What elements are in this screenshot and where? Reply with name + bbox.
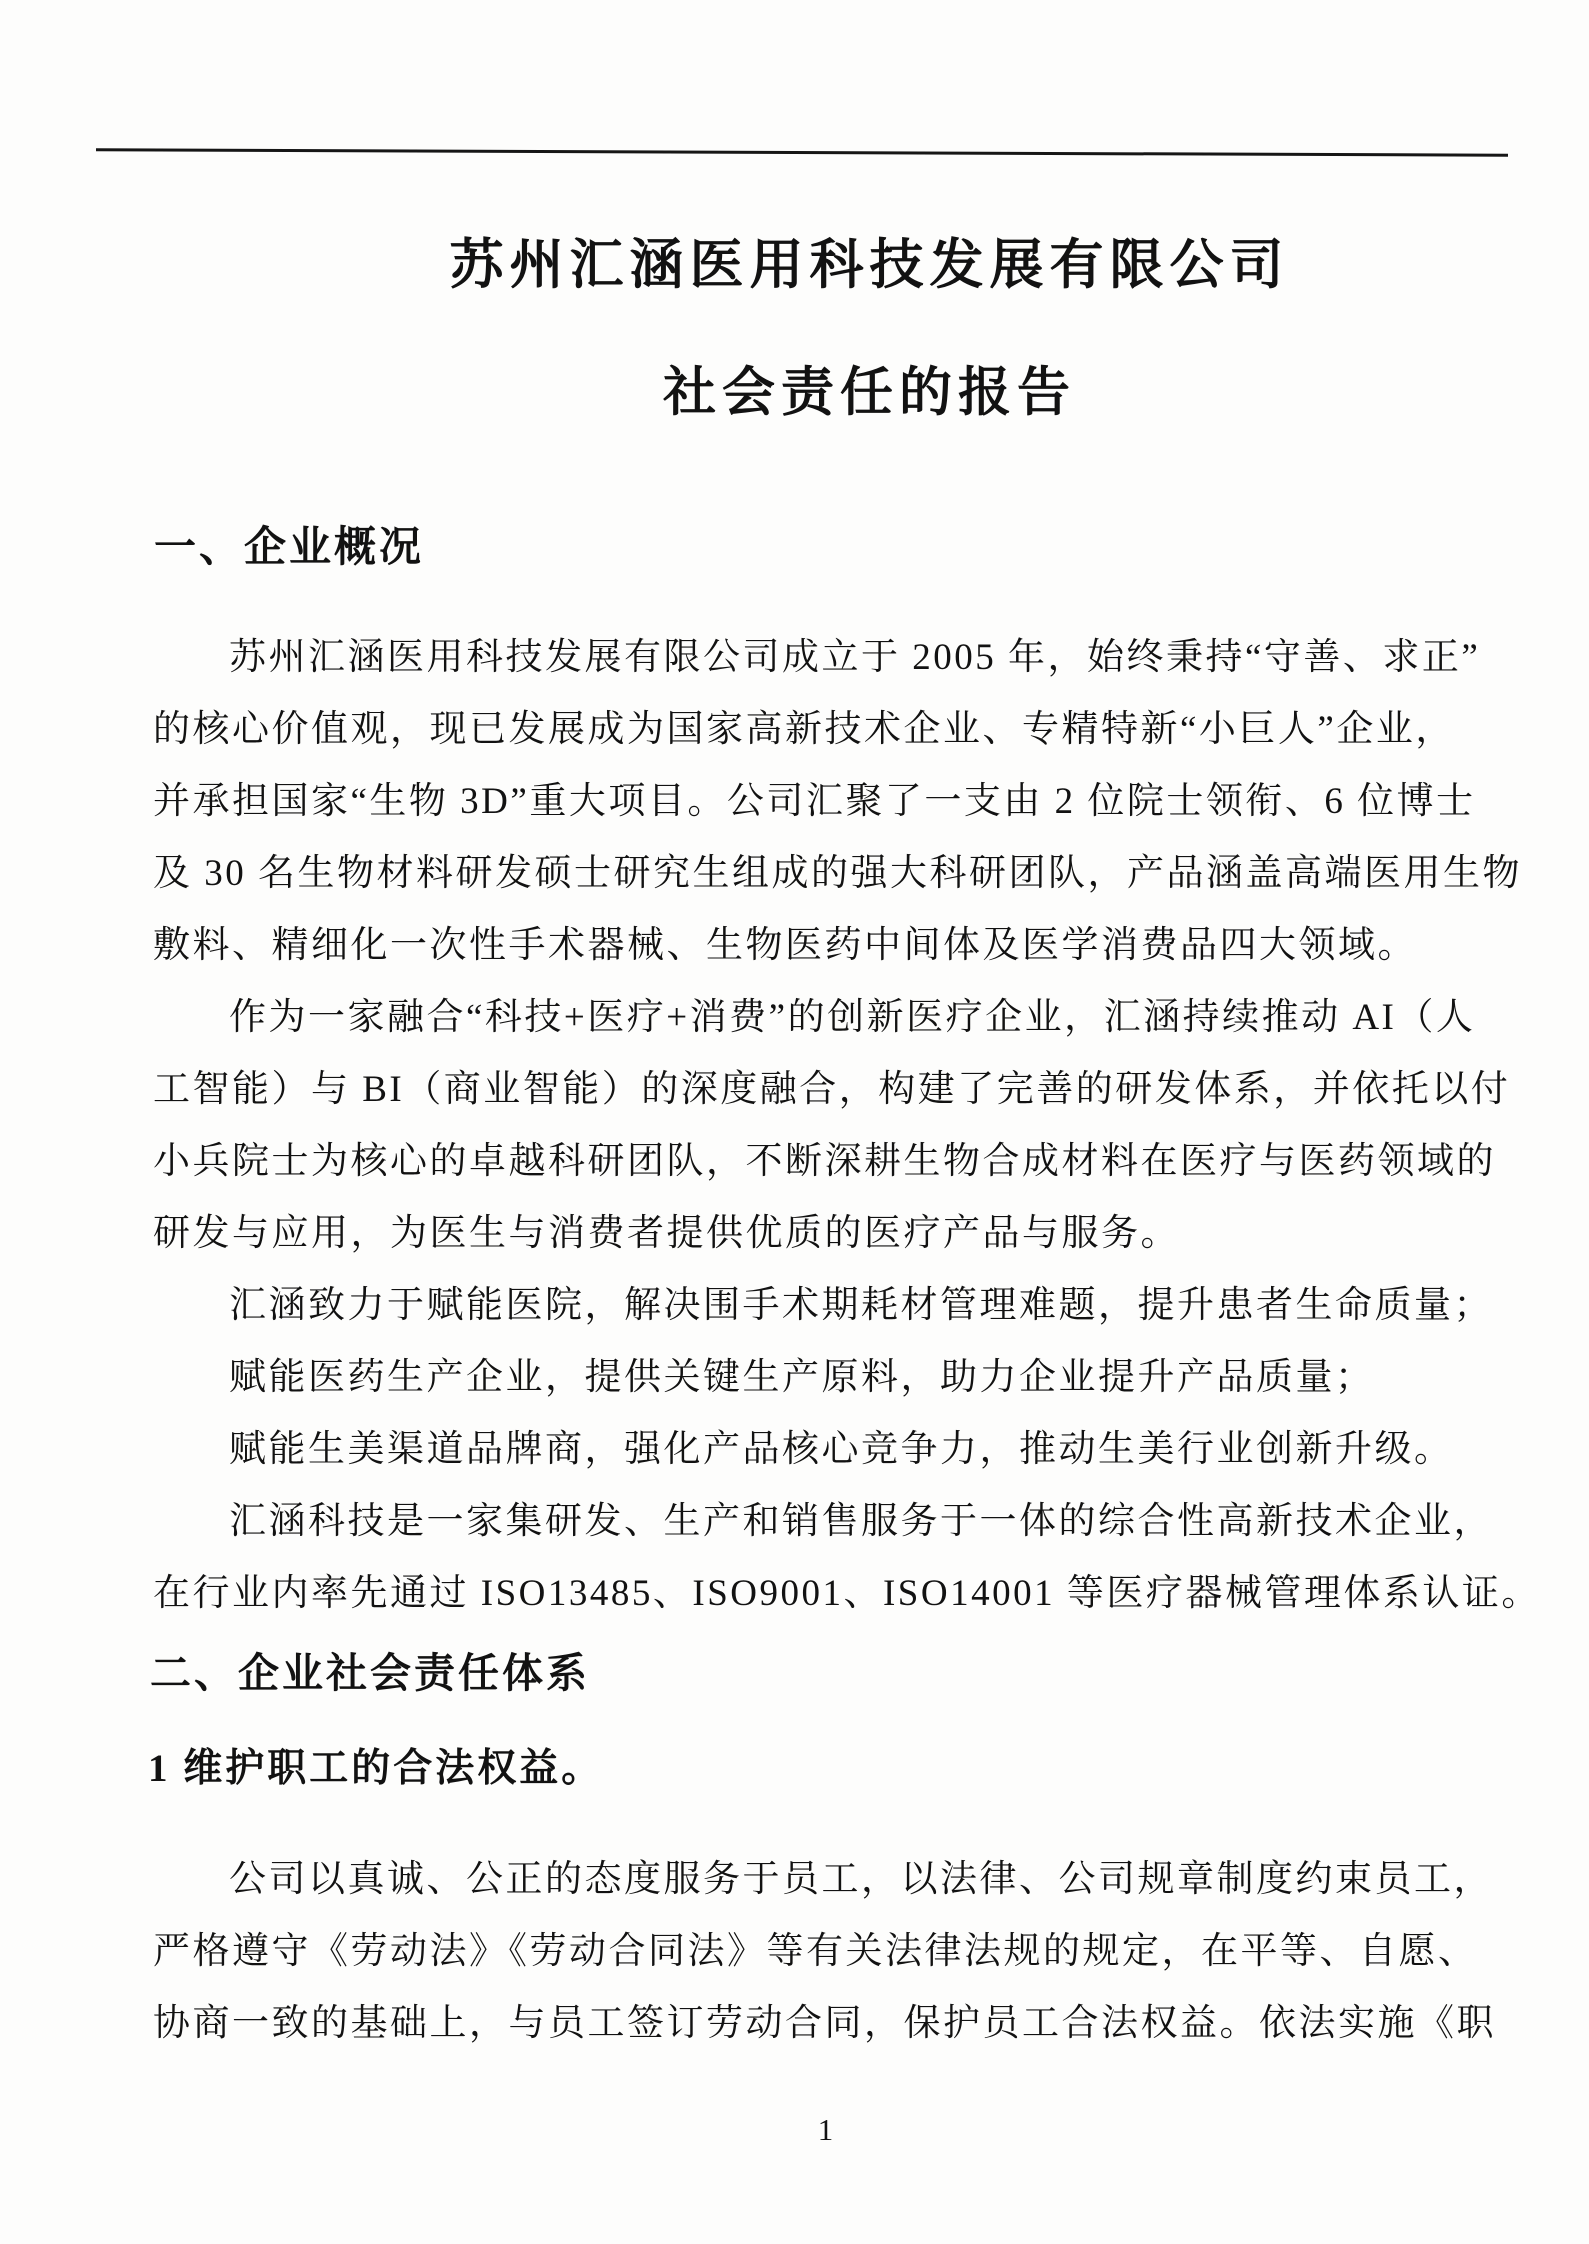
paragraph-line: 严格遵守《劳动法》《劳动合同法》等有关法律法规的规定，在平等、自愿、 — [153, 1931, 1478, 1972]
section-heading-csr-system: 二、企业社会责任体系 — [150, 1650, 590, 1696]
document-subtitle: 社会责任的报告 — [663, 364, 1076, 422]
paragraph-line: 在行业内率先通过 ISO13485、ISO9001、ISO14001 等医疗器械管理体系认证。 — [153, 1573, 1541, 1614]
paragraph-line: 汇涵科技是一家集研发、生产和销售服务于一体的综合性高新技术企业， — [229, 1501, 1493, 1542]
paragraph-line: 苏州汇涵医用科技发展有限公司成立于 2005 年，始终秉持“守善、求正” — [229, 637, 1481, 678]
paragraph-line: 敷料、精细化一次性手术器械、生物医药中间体及医学消费品四大领域。 — [153, 925, 1417, 966]
section-company-overview-body — [153, 622, 1543, 1630]
paragraph-line: 的核心价值观，现已发展成为国家高新技术企业、专精特新“小巨人”企业， — [153, 709, 1455, 750]
document-title: 苏州汇涵医用科技发展有限公司 — [449, 235, 1290, 295]
paragraph-line: 公司以真诚、公正的态度服务于员工，以法律、公司规章制度约束员工， — [229, 1859, 1493, 1900]
paragraph-line: 及 30 名生物材料研发硕士研究生组成的强大科研团队，产品涵盖高端医用生物 — [153, 853, 1522, 894]
subsection-heading-employee-rights: 1 维护职工的合法权益。 — [148, 1747, 604, 1790]
header-rule-line — [96, 148, 1508, 156]
paragraph-line: 小兵院士为核心的卓越科研团队，不断深耕生物合成材料在医疗与医药领域的 — [153, 1141, 1496, 1182]
paragraph-line: 工智能）与 BI（商业智能）的深度融合，构建了完善的研发体系，并依托以付 — [153, 1069, 1511, 1110]
section-heading-company-overview: 一、企业概况 — [154, 525, 425, 571]
paragraph-line: 研发与应用，为医生与消费者提供优质的医疗产品与服务。 — [153, 1213, 1180, 1254]
paragraph-line: 赋能生美渠道品牌商，强化产品核心竞争力，推动生美行业创新升级。 — [229, 1429, 1454, 1470]
subsection-employee-rights-body — [153, 1844, 1543, 2060]
paragraph-line: 并承担国家“生物 3D”重大项目。公司汇聚了一支由 2 位院士领衔、6 位博士 — [153, 781, 1476, 822]
paragraph-line: 赋能医药生产企业，提供关键生产原料，助力企业提升产品质量； — [229, 1357, 1375, 1398]
paragraph-line: 作为一家融合“科技+医疗+消费”的创新医疗企业，汇涵持续推动 AI（人 — [229, 997, 1476, 1038]
paragraph-line: 协商一致的基础上，与员工签订劳动合同，保护员工合法权益。依法实施《职 — [153, 2003, 1496, 2044]
page-number: 1 — [817, 2112, 834, 2147]
paragraph-line: 汇涵致力于赋能医院，解决围手术期耗材管理难题，提升患者生命质量； — [229, 1285, 1493, 1326]
